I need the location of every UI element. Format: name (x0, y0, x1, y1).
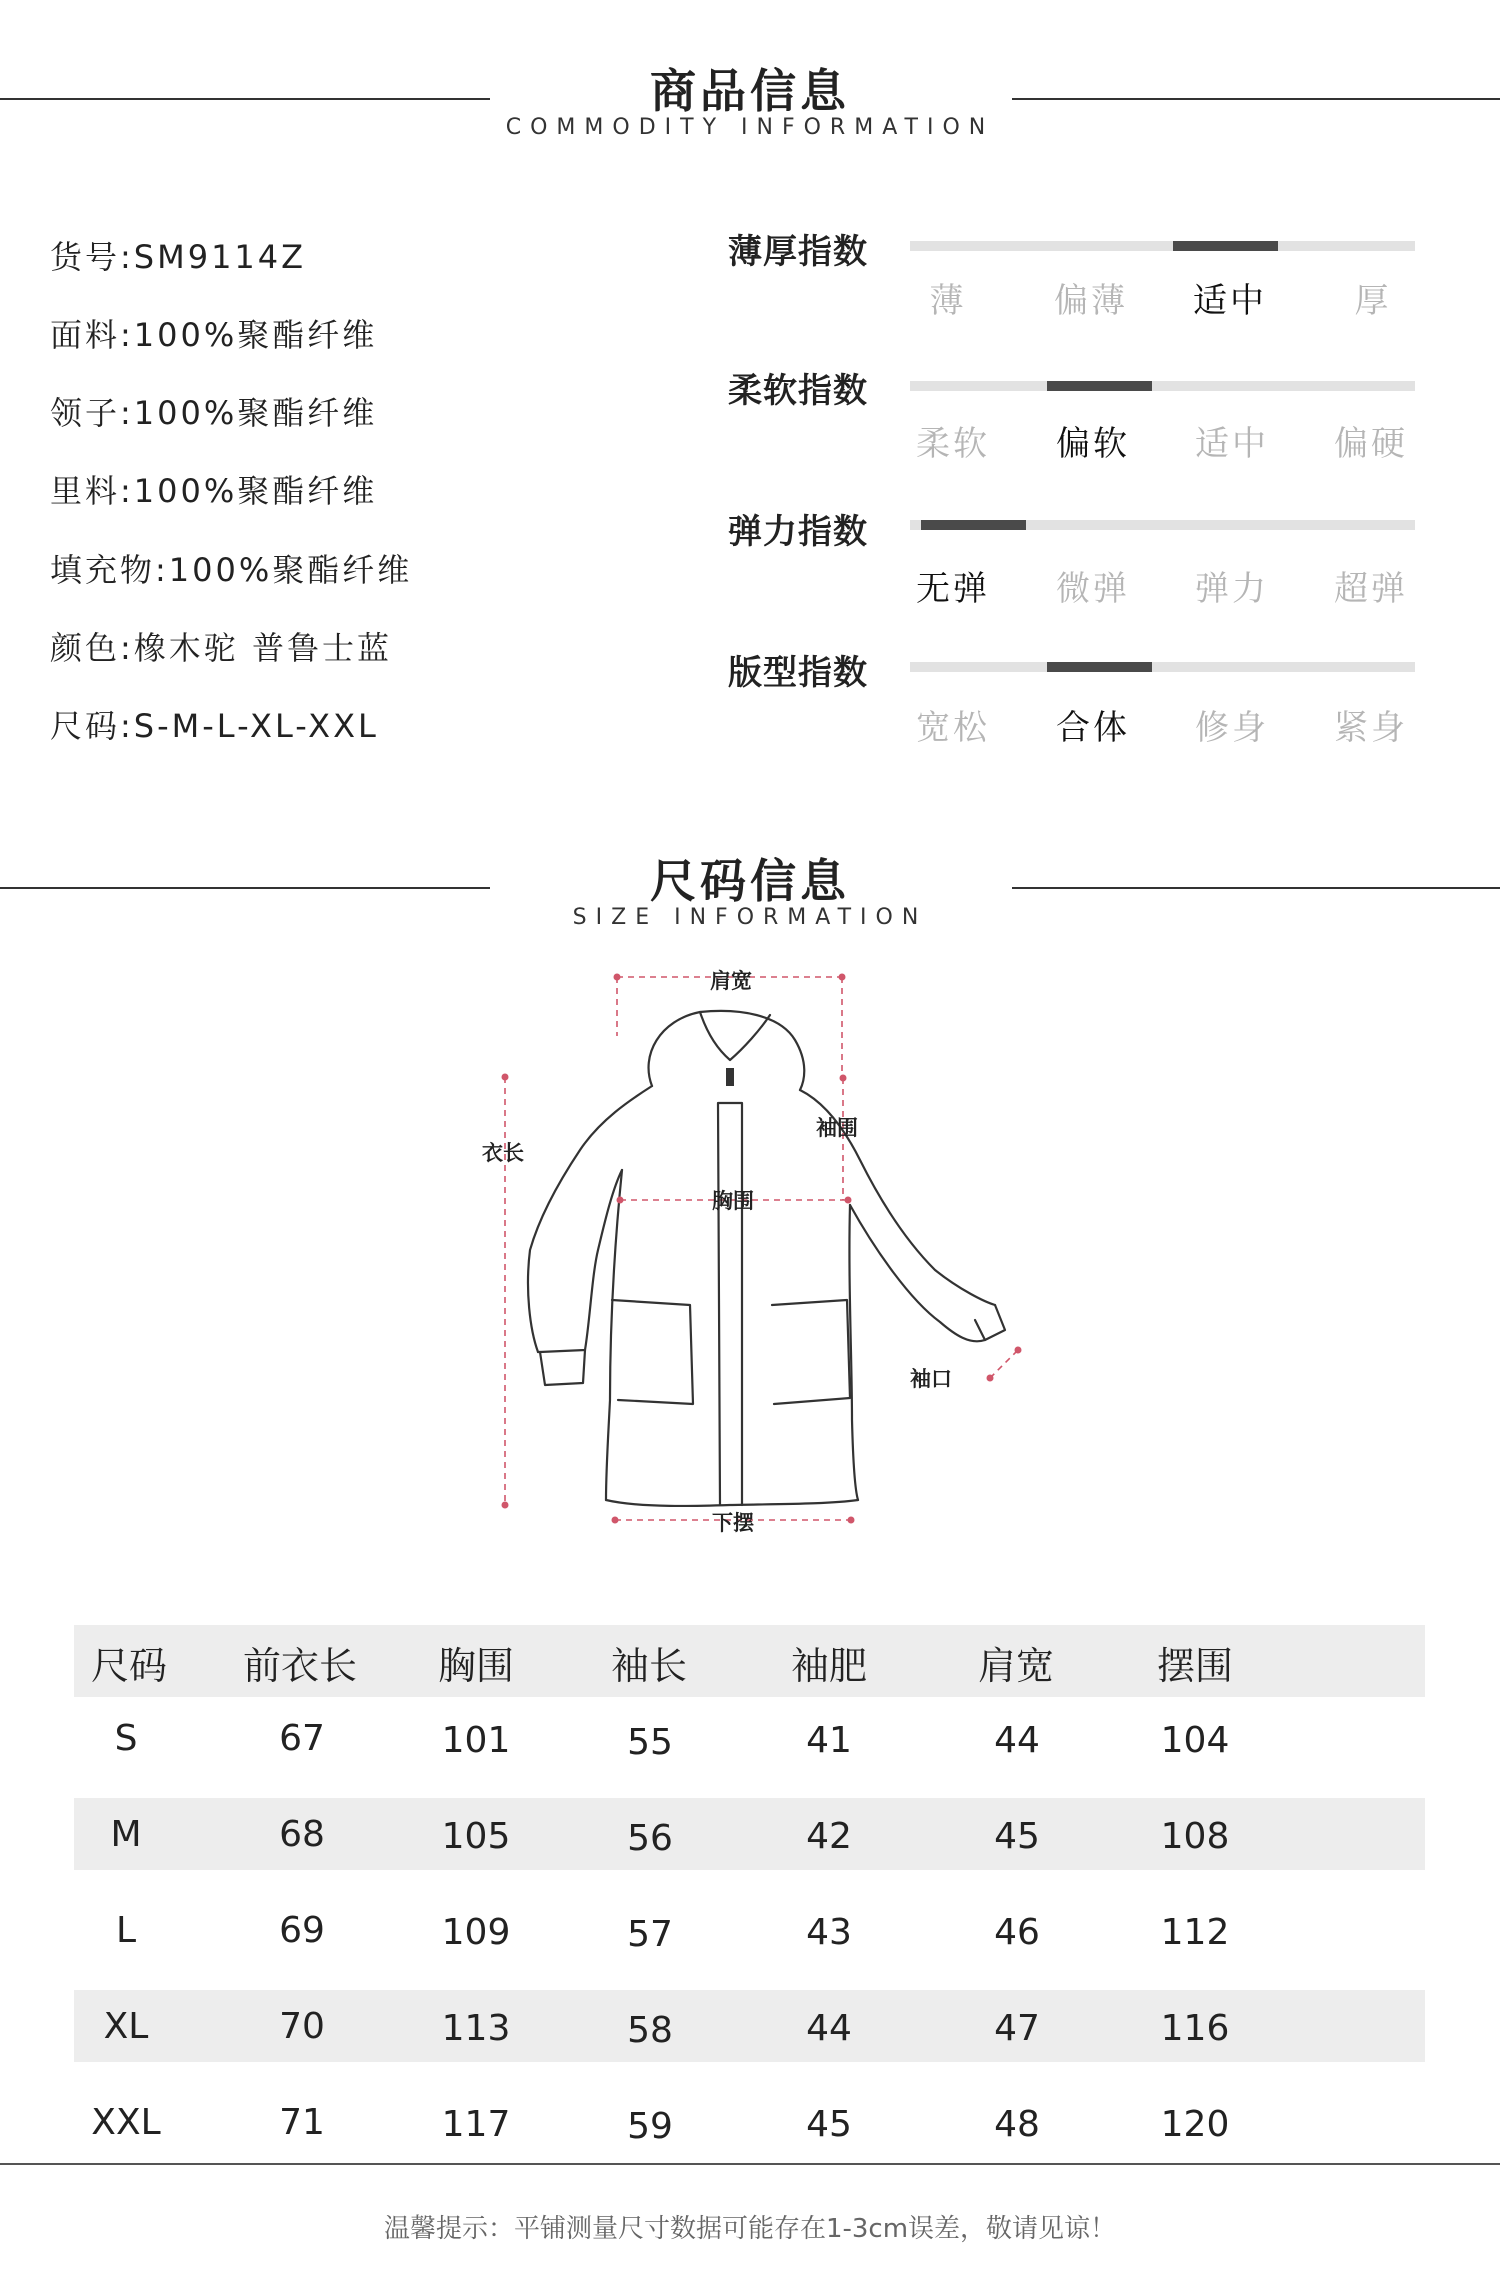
marker-dot (1015, 1347, 1022, 1354)
table-cell: 44 (806, 2008, 852, 2049)
index-option-elasticity-1: 微弹 (1056, 569, 1130, 609)
spec-item-color: 颜色:橡木驼 普鲁士蓝 (50, 629, 392, 667)
table-cell: 112 (1160, 1912, 1230, 1953)
table-cell: XL (103, 2006, 149, 2047)
index-option-fit-3: 紧身 (1334, 708, 1408, 748)
marker-dot (614, 974, 621, 981)
table-cell: S (114, 1718, 138, 1759)
label-hem: 下摆 (712, 1511, 754, 1535)
size-subtitle: SIZE INFORMATION (572, 905, 928, 930)
index-option-softness-2: 适中 (1195, 424, 1269, 464)
marker-dot (987, 1375, 994, 1382)
index-title-thickness: 薄厚指数 (728, 232, 868, 272)
table-cell: 67 (279, 1718, 325, 1759)
spec-item-lining: 里料:100%聚酯纤维 (50, 472, 378, 510)
spec-item-sku: 货号:SM9114Z (50, 238, 307, 276)
table-header-sleeve-length: 袖长 (610, 1644, 687, 1688)
coat-hood-inner (700, 1012, 770, 1060)
table-cell: 45 (994, 1816, 1040, 1857)
index-title-elasticity: 弹力指数 (728, 512, 868, 552)
commodity-subtitle: COMMODITY INFORMATION (505, 115, 995, 140)
spec-item-fabric: 面料:100%聚酯纤维 (50, 316, 378, 354)
index-option-thickness-0: 薄 (929, 281, 967, 321)
index-track-elasticity (910, 520, 1415, 530)
table-cell: 58 (627, 2010, 673, 2051)
table-cell: 42 (806, 1816, 852, 1857)
index-marker-elasticity (921, 520, 1026, 530)
table-cell: 43 (806, 1912, 852, 1953)
table-cell: 59 (627, 2106, 673, 2147)
index-track-softness (910, 381, 1415, 391)
marker-dot (839, 974, 846, 981)
spec-item-collar: 领子:100%聚酯纤维 (50, 394, 378, 432)
table-cell: 109 (441, 1912, 511, 1953)
size-title: 尺码信息 (650, 854, 850, 908)
index-option-thickness-2: 适中 (1193, 281, 1267, 321)
label-length: 衣长 (482, 1141, 524, 1165)
marker-dot (848, 1517, 855, 1524)
label-sleeve-width: 袖围 (816, 1116, 858, 1140)
table-cell: 46 (994, 1912, 1040, 1953)
table-cell: 57 (627, 1914, 673, 1955)
table-cell: 47 (994, 2008, 1040, 2049)
label-cuff: 袖口 (910, 1367, 952, 1391)
marker-dot (612, 1517, 619, 1524)
index-option-thickness-1: 偏薄 (1054, 281, 1128, 321)
table-cell: 108 (1160, 1816, 1230, 1857)
index-marker-thickness (1173, 241, 1278, 251)
table-cell: 70 (279, 2006, 325, 2047)
index-option-elasticity-3: 超弹 (1334, 569, 1408, 609)
table-cell: 56 (627, 1818, 673, 1859)
spec-item-filling: 填充物:100%聚酯纤维 (50, 551, 413, 589)
index-marker-fit (1047, 662, 1152, 672)
table-cell: 48 (994, 2104, 1040, 2145)
table-cell: 101 (441, 1720, 511, 1761)
table-cell: 117 (441, 2104, 511, 2145)
index-option-softness-3: 偏硬 (1334, 424, 1408, 464)
coat-side-left (606, 1170, 622, 1500)
index-option-fit-1: 合体 (1056, 708, 1130, 748)
coat-right-sleeve (850, 1205, 985, 1341)
table-header-front-length: 前衣长 (242, 1644, 357, 1688)
table-cell: 116 (1160, 2008, 1230, 2049)
marker-dot (502, 1074, 509, 1081)
index-title-softness: 柔软指数 (728, 371, 868, 411)
index-option-elasticity-2: 弹力 (1195, 569, 1269, 609)
index-track-fit (910, 662, 1415, 672)
table-cell: 55 (627, 1722, 673, 1763)
coat-right-pocket (772, 1300, 850, 1404)
table-cell: 44 (994, 1720, 1040, 1761)
table-cell: M (110, 1814, 142, 1855)
index-title-fit: 版型指数 (728, 653, 868, 693)
table-bottom-rule (0, 2163, 1500, 2165)
index-option-softness-1: 偏软 (1056, 424, 1130, 464)
marker-dot (840, 1075, 847, 1082)
coat-side-right (849, 1205, 858, 1500)
coat-right-cuff (975, 1305, 1005, 1340)
spec-item-sizes: 尺码:S-M-L-XL-XXL (50, 707, 379, 745)
table-cell: 68 (279, 1814, 325, 1855)
marker-dot (845, 1197, 852, 1204)
coat-hem (606, 1500, 858, 1506)
table-header-shoulder: 肩宽 (977, 1644, 1054, 1688)
cuff-guide (990, 1350, 1018, 1378)
index-option-softness-0: 柔软 (916, 424, 990, 464)
index-track-thickness (910, 241, 1415, 251)
table-header-size: 尺码 (90, 1644, 167, 1688)
commodity-title: 商品信息 (650, 64, 850, 118)
coat-zipper (718, 1103, 742, 1505)
coat-left-cuff (540, 1350, 585, 1385)
index-option-thickness-3: 厚 (1354, 281, 1392, 321)
table-cell: 71 (279, 2102, 325, 2143)
table-cell: 104 (1160, 1720, 1230, 1761)
table-cell: 45 (806, 2104, 852, 2145)
index-option-fit-2: 修身 (1195, 708, 1269, 748)
table-header-sleeve-width: 袖肥 (790, 1644, 867, 1688)
measurement-note: 温馨提示：平铺测量尺寸数据可能存在1-3cm误差，敬请见谅！ (383, 2214, 1117, 2244)
table-cell: 113 (441, 2008, 511, 2049)
index-option-fit-0: 宽松 (916, 708, 990, 748)
label-chest: 胸围 (712, 1189, 754, 1213)
marker-dot (502, 1502, 509, 1509)
index-option-elasticity-0: 无弹 (916, 569, 990, 609)
label-shoulder-width: 肩宽 (710, 969, 752, 993)
marker-dot (617, 1197, 624, 1204)
table-header-hem: 摆围 (1156, 1644, 1233, 1688)
zipper-pull-icon (726, 1068, 734, 1086)
index-marker-softness (1047, 381, 1152, 391)
coat-left-pocket (612, 1300, 693, 1404)
table-cell: L (115, 1910, 137, 1951)
table-header-chest: 胸围 (437, 1644, 514, 1688)
table-cell: 105 (441, 1816, 511, 1857)
coat-measurement-diagram (440, 955, 1060, 1555)
table-cell: XXL (91, 2102, 161, 2143)
table-cell: 120 (1160, 2104, 1230, 2145)
table-cell: 69 (279, 1910, 325, 1951)
table-cell: 41 (806, 1720, 852, 1761)
